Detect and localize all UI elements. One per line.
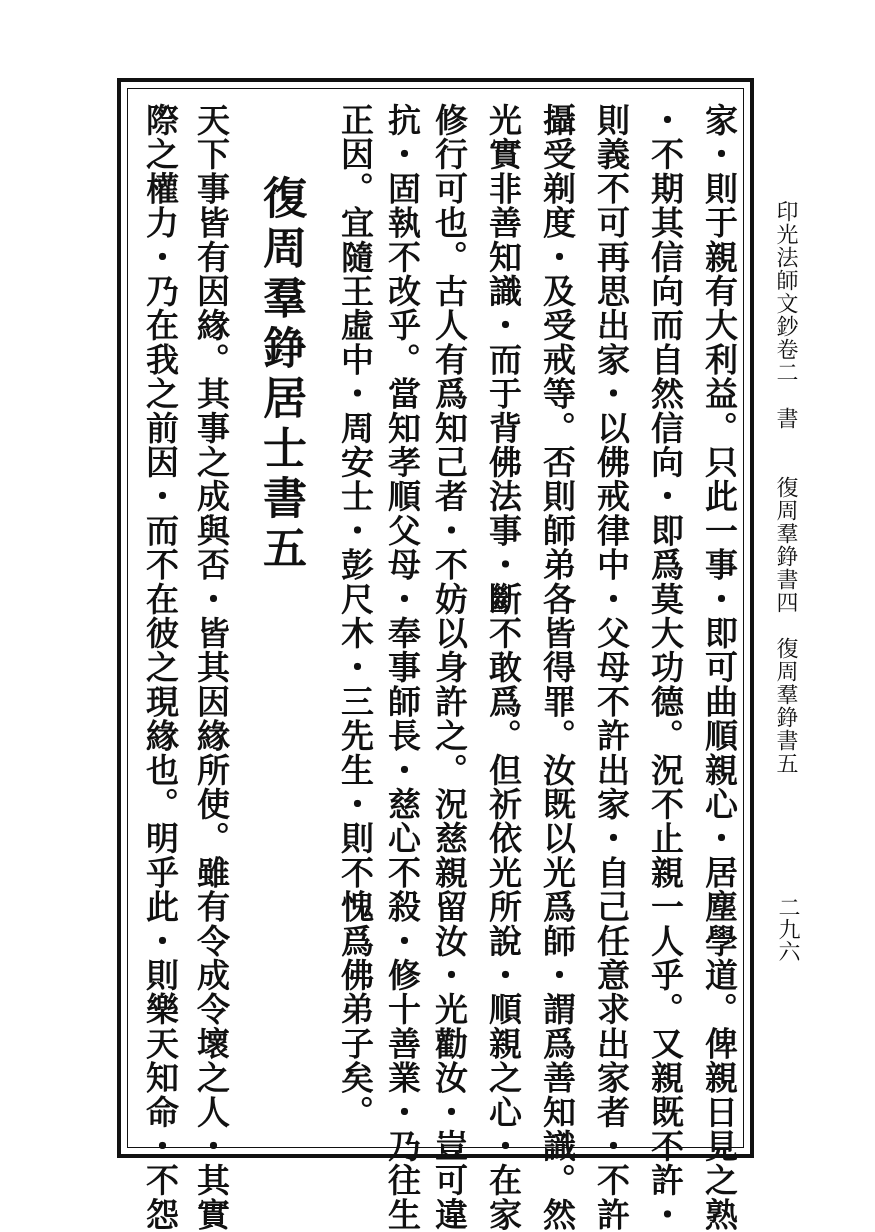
letter-title: 復周羣錚居士書五: [255, 175, 306, 575]
text-column-8: 正因。宜隨王虛中・周安士・彭尺木・三先生・則不愧爲佛弟子矣。: [336, 103, 375, 1129]
book-title: 印光法師文鈔卷二: [773, 200, 798, 384]
header-spacer-3: [773, 614, 798, 637]
letter-prev-title: 復周羣錚書四: [773, 476, 798, 614]
running-header: [772, 200, 798, 775]
page-number: 二九六: [775, 896, 800, 962]
header-spacer-2: [773, 430, 798, 476]
header-spacer-1: [773, 384, 798, 407]
text-column-10: 天下事皆有因緣。其事之成與否・皆其因緣所使。雖有令成令壞之人・其實: [192, 103, 231, 1232]
section-label: 書: [773, 407, 798, 430]
text-column-2: ・不期其信向而自然信向・即爲莫大功德。況不止親一人乎。又親既不許・: [646, 103, 685, 1232]
text-column-6: 修行可也。古人有爲知己者・不妨以身許之。況慈親留汝・光勸汝・豈可違: [430, 103, 469, 1232]
text-column-3: 則義不可再思出家・以佛戒律中・父母不許出家・自己任意求出家者・不許: [592, 103, 631, 1232]
text-column-4: 攝受剃度・及受戒等。否則師弟各皆得罪。汝既以光爲師・謂爲善知識。然: [538, 103, 577, 1232]
text-column-7: 抗・固執不改乎。當知孝順父母・奉事師長・慈心不殺・修十善業・乃往生: [383, 103, 422, 1232]
text-column-1: 家・則于親有大利益。只此一事・即可曲順親心・居塵學道。俾親日見之熟: [700, 103, 739, 1232]
letter-current-title: 復周羣錚書五: [773, 637, 798, 775]
text-column-5: 光實非善知識・而于背佛法事・斷不敢爲。但祈依光所說・順親之心・在家: [484, 103, 523, 1232]
text-column-11: 際之權力・乃在我之前因・而不在彼之現緣也。明乎此・則樂天知命・不怨: [141, 103, 180, 1232]
